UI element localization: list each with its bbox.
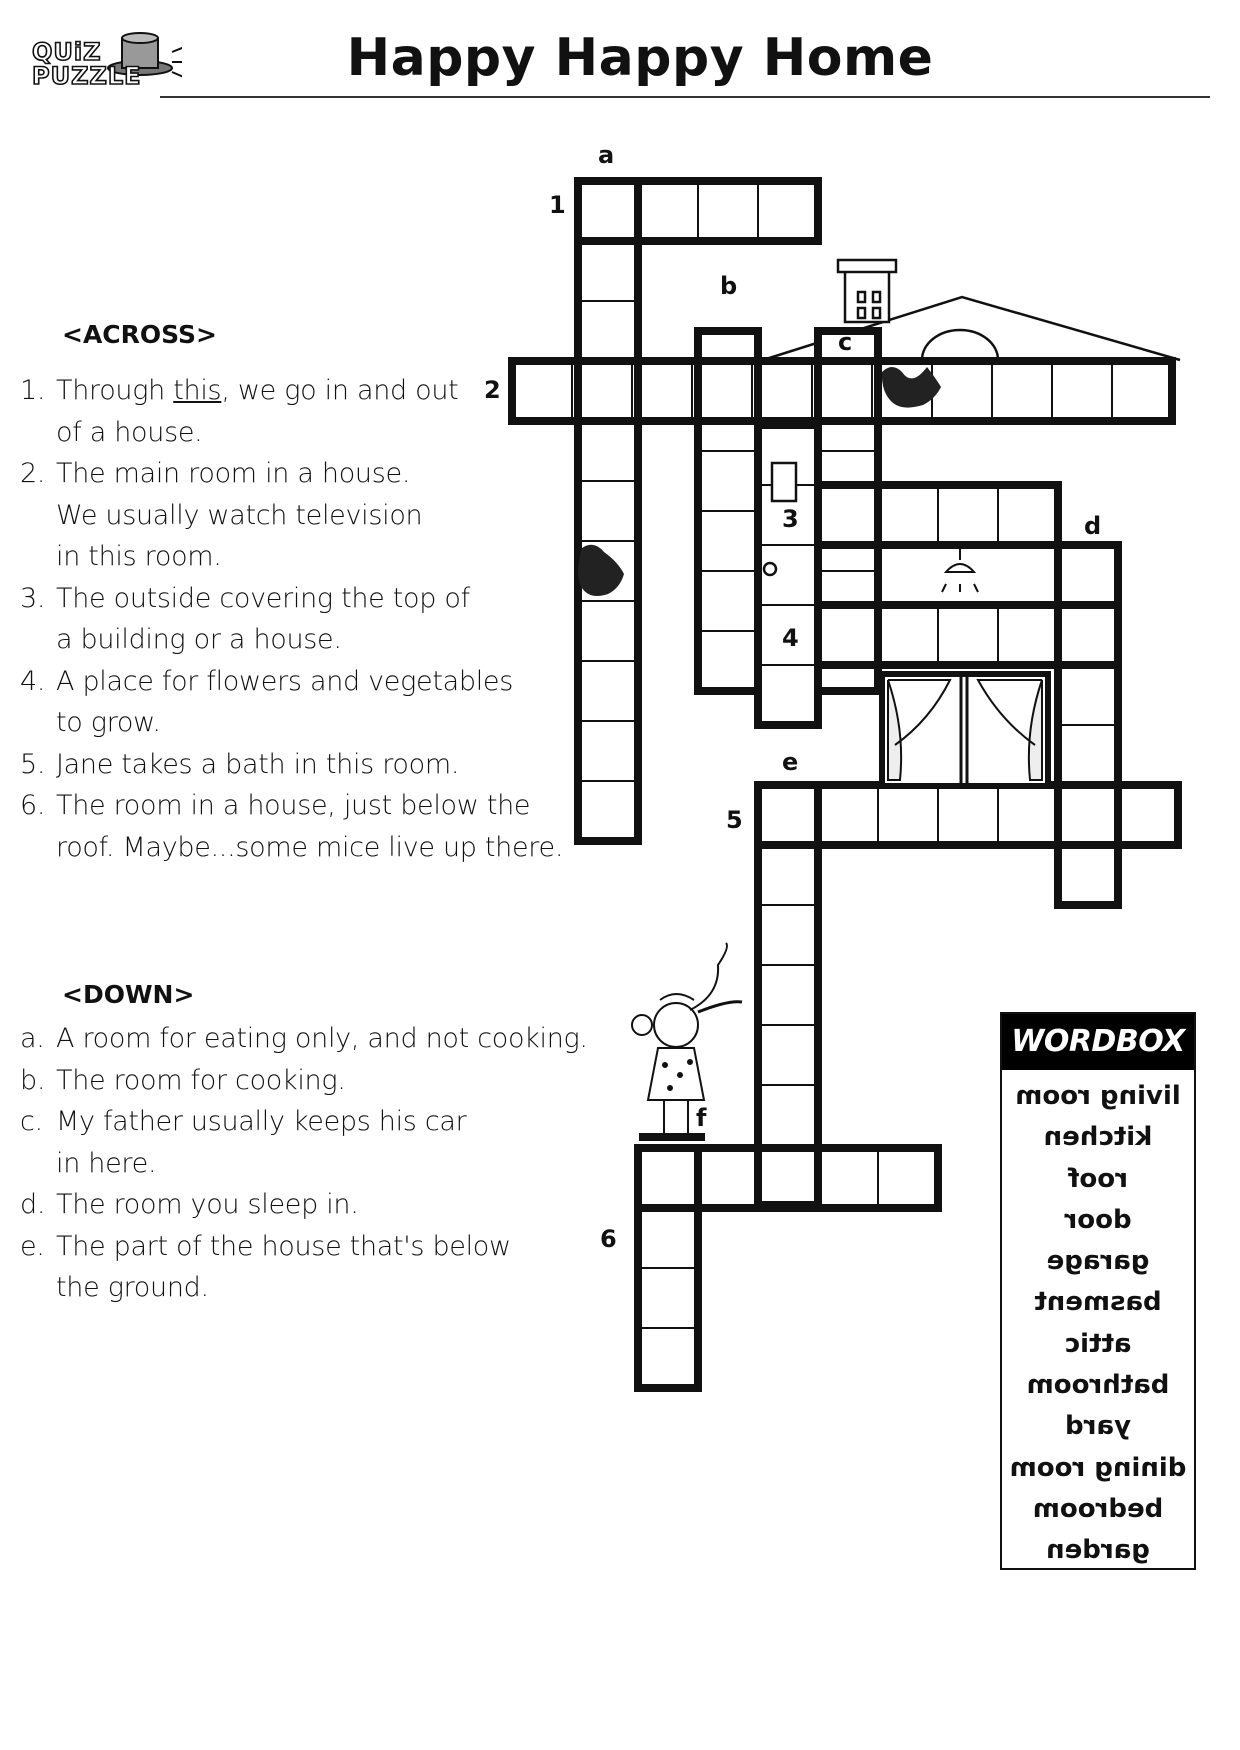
label-e: e: [782, 748, 799, 776]
crossword-cell[interactable]: [998, 485, 1058, 545]
crossword-cell[interactable]: [578, 241, 638, 301]
label-6: 6: [600, 1225, 617, 1253]
crossword-cell[interactable]: [818, 485, 878, 545]
crossword-cell[interactable]: [638, 1208, 698, 1268]
wordbox-word: basment: [1034, 1287, 1162, 1318]
across-clue-4: 4. A place for flowers and vegetables to grow.: [20, 665, 513, 738]
down-clue-a: a. A room for eating only, and not cooking.: [20, 1023, 588, 1054]
down-heading: <DOWN>: [62, 980, 195, 1009]
wordbox: [1000, 1012, 1196, 1570]
crossword-cell[interactable]: [1058, 605, 1118, 665]
crossword-cell[interactable]: [758, 965, 818, 1025]
crossword-cell[interactable]: [818, 785, 878, 845]
wordbox-word: yard: [1065, 1411, 1131, 1442]
crossword-cell[interactable]: [578, 301, 638, 361]
crossword-cell[interactable]: [578, 781, 638, 841]
wordbox-word: roof: [1068, 1163, 1128, 1194]
crossword-cell[interactable]: [758, 181, 818, 241]
crossword-cell[interactable]: [758, 905, 818, 965]
wordbox-word: bathroom: [1026, 1370, 1170, 1401]
label-b: b: [720, 272, 738, 300]
door-window-icon: [772, 463, 796, 501]
label-a: a: [598, 141, 615, 169]
wordbox-word: garage: [1046, 1246, 1150, 1277]
crossword-cell[interactable]: [758, 665, 818, 725]
crossword-cell[interactable]: [1058, 785, 1118, 845]
crossword-cell[interactable]: [578, 721, 638, 781]
across-clue-5: 5. Jane takes a bath in this room.: [20, 748, 460, 780]
crossword-cell[interactable]: [638, 1268, 698, 1328]
crossword-cell[interactable]: [578, 481, 638, 541]
crossword-cell[interactable]: [698, 451, 758, 511]
crossword-cell[interactable]: [1118, 785, 1178, 845]
crossword-cell[interactable]: [818, 1148, 878, 1208]
across-clue-1: 1. Through this, we go in and out of a house.: [20, 375, 459, 448]
label-4: 4: [782, 624, 799, 652]
across-heading: <ACROSS>: [62, 320, 217, 349]
lamp-icon: [942, 548, 978, 592]
crossword-cell[interactable]: [638, 1328, 698, 1388]
wordbox-word: bedroom: [1032, 1493, 1164, 1524]
crossword-cell[interactable]: [1058, 725, 1118, 785]
down-clue-c: c. My father usually keeps his car in here.: [20, 1106, 467, 1179]
crossword-cell[interactable]: [512, 361, 572, 421]
crossword-cell[interactable]: [578, 601, 638, 661]
crossword-cell[interactable]: [878, 485, 938, 545]
crossword-cell[interactable]: [578, 421, 638, 481]
crossword-cell[interactable]: [758, 785, 818, 845]
crossword-cell[interactable]: [578, 661, 638, 721]
crossword-cell[interactable]: [998, 605, 1058, 665]
crossword-cell[interactable]: [1112, 361, 1172, 421]
door-knob-icon: [764, 563, 776, 575]
crossword-cell[interactable]: [932, 361, 992, 421]
across-clue-3: 3. The outside covering the top of a building or a house.: [20, 582, 470, 655]
label-c: c: [838, 328, 853, 356]
crossword-cell[interactable]: [938, 785, 998, 845]
crossword-cell[interactable]: [878, 785, 938, 845]
logo-line-2: PUZZLE: [32, 62, 142, 90]
crossword-cell[interactable]: [578, 181, 638, 241]
across-clue-6: 6. The room in a house, just below the roof. Maybe...some mice live up there.: [20, 790, 564, 863]
crossword-cell[interactable]: [698, 571, 758, 631]
crossword-cell[interactable]: [758, 1148, 818, 1208]
crossword-cell[interactable]: [758, 1025, 818, 1085]
page-title: Happy Happy Home: [346, 28, 934, 88]
crossword-cell[interactable]: [758, 1085, 818, 1145]
crossword-cell[interactable]: [998, 785, 1058, 845]
wordbox-heading: WORDBOX: [1002, 1014, 1194, 1070]
crossword-cell[interactable]: [992, 361, 1052, 421]
crossword-cell[interactable]: [878, 1148, 938, 1208]
crossword-cell[interactable]: [758, 845, 818, 905]
crossword-cell[interactable]: [698, 181, 758, 241]
label-2: 2: [484, 376, 501, 404]
crossword-cell[interactable]: [638, 181, 698, 241]
crossword-cell[interactable]: [1058, 845, 1118, 905]
crossword-cell[interactable]: [878, 605, 938, 665]
crossword-cell[interactable]: [698, 631, 758, 691]
girl-illustration: [632, 943, 742, 1140]
crossword-cell[interactable]: [1052, 361, 1112, 421]
wordbox-word: kitchen: [1043, 1122, 1153, 1153]
wordbox-word: garden: [1046, 1535, 1150, 1566]
wordbox-word: door: [1064, 1204, 1132, 1235]
label-d: d: [1084, 512, 1102, 540]
wordbox-word: attic: [1064, 1328, 1132, 1359]
label-1: 1: [549, 191, 566, 219]
crossword-cell[interactable]: [1058, 665, 1118, 725]
across-clue-2: 2. The main room in a house. We usually watch television in this room.: [20, 458, 423, 572]
down-clue-b: b. The room for cooking.: [20, 1064, 346, 1096]
crossword-cell[interactable]: [938, 605, 998, 665]
crossword-cell[interactable]: [1058, 545, 1118, 605]
down-clue-e: e. The part of the house that's below the ground.: [20, 1230, 511, 1303]
logo-line-1: QUiZ: [32, 38, 102, 66]
wordbox-list: [1002, 1070, 1194, 1572]
crossword-cell[interactable]: [818, 605, 878, 665]
crossword-cell[interactable]: [638, 1148, 698, 1208]
label-5: 5: [726, 806, 743, 834]
down-clue-d: d. The room you sleep in.: [20, 1189, 359, 1220]
wordbox-word: dining room: [1009, 1452, 1187, 1483]
crossword-cell[interactable]: [698, 1148, 758, 1208]
label-f: f: [696, 1104, 707, 1132]
wordbox-word: living room: [1015, 1081, 1181, 1111]
window-illustration: [882, 674, 1048, 786]
label-3: 3: [782, 505, 799, 533]
crossword-cell[interactable]: [698, 511, 758, 571]
crossword-cell[interactable]: [938, 485, 998, 545]
